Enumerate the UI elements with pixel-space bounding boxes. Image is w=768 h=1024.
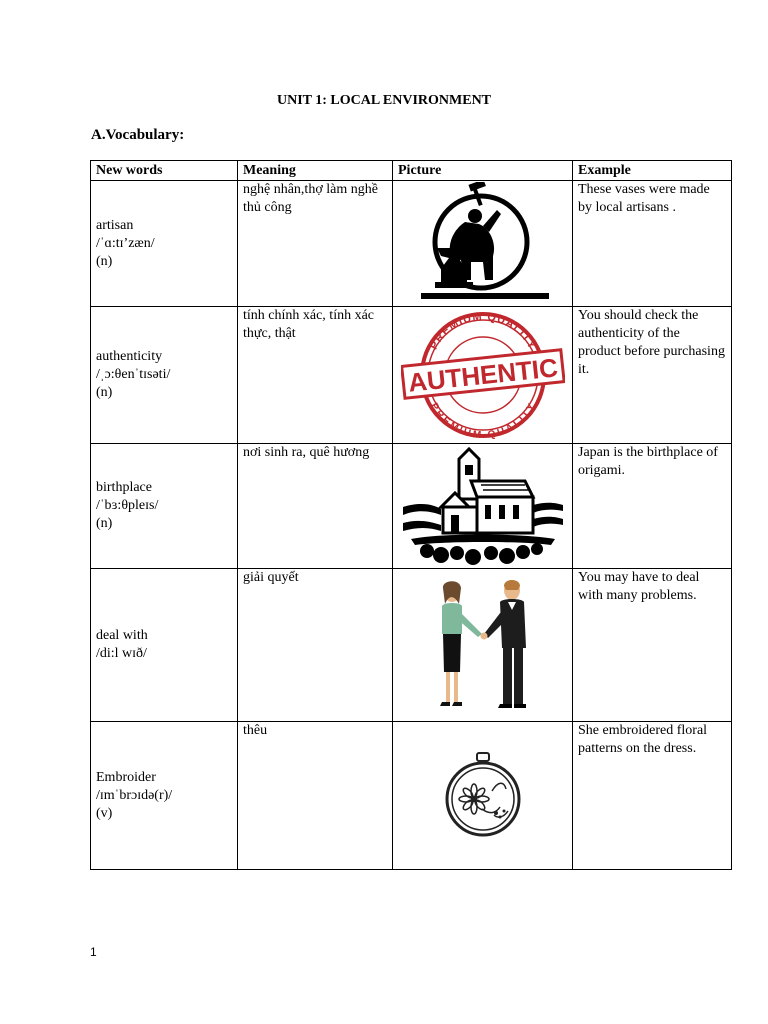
- word-pronunciation: /ˈɑ:tɪ’zæn/: [96, 235, 155, 251]
- authentic-stamp-icon: [401, 310, 565, 440]
- word-cell: [91, 181, 238, 307]
- header-meaning: Meaning: [238, 161, 393, 181]
- handshake-people-icon: [428, 578, 538, 712]
- table-row: [91, 181, 732, 307]
- word-text: birthplace: [96, 480, 152, 495]
- table-row: [91, 307, 732, 444]
- meaning-cell: nơi sinh ra, quê hương: [238, 444, 393, 569]
- example-cell: You should check the authenticity of the product before purchasing it.: [573, 307, 732, 444]
- picture-cell: [393, 722, 573, 870]
- word-text: deal with: [96, 628, 148, 643]
- header-example: Example: [573, 161, 732, 181]
- blacksmith-anvil-icon: [413, 182, 553, 306]
- table-row: [91, 444, 732, 569]
- stamp-center-text: AUTHENTIC: [406, 352, 559, 398]
- word-text: artisan: [96, 217, 134, 233]
- word-pronunciation: /di:l wɪð/: [96, 646, 147, 661]
- svg-text:PREMIUM QUALITY: [427, 311, 538, 352]
- example-cell: You may have to deal with many problems.: [573, 569, 732, 722]
- word-type: (n): [96, 253, 113, 269]
- svg-text:PREMIUM QUALITY: [427, 401, 537, 440]
- village-church-icon: [401, 445, 565, 567]
- page-number: 1: [90, 945, 97, 959]
- table-row: [91, 569, 732, 722]
- picture-cell: [393, 181, 573, 307]
- word-type: (n): [96, 516, 113, 531]
- header-new-words: New words: [91, 161, 238, 181]
- meaning-cell: tính chính xác, tính xác thực, thật: [238, 307, 393, 444]
- example-cell: She embroidered floral patterns on the dress.: [573, 722, 732, 870]
- section-heading: A.Vocabulary:: [91, 127, 185, 143]
- word-cell: [91, 444, 238, 569]
- word-text: Embroider: [96, 769, 156, 785]
- meaning-cell: giải quyết: [238, 569, 393, 722]
- word-cell: [91, 569, 238, 722]
- word-type: (v): [96, 805, 113, 821]
- stamp-bottom-text: PREMIUM QUALITY: [427, 401, 538, 440]
- example-cell: These vases were made by local artisans .: [573, 181, 732, 307]
- meaning-cell: nghệ nhân,thợ làm nghề thủ công: [238, 181, 393, 307]
- word-pronunciation: /ˈbɜ:θpleɪs/: [96, 498, 159, 513]
- page-title: UNIT 1: LOCAL ENVIRONMENT: [276, 93, 492, 108]
- header-picture: Picture: [393, 161, 573, 181]
- table-row: [91, 722, 732, 870]
- word-type: (n): [96, 385, 113, 400]
- table-header-row: [91, 161, 732, 181]
- word-pronunciation: /ɪmˈbrɔɪdə(r)/: [96, 787, 173, 803]
- picture-cell: [393, 307, 573, 444]
- word-text: authenticity: [96, 349, 163, 364]
- picture-cell: [393, 569, 573, 722]
- meaning-cell: thêu: [238, 722, 393, 870]
- vocabulary-table: [90, 160, 732, 870]
- word-pronunciation: /ˌɔ:θenˈtɪsəti/: [96, 367, 171, 382]
- embroidery-hoop-icon: [438, 751, 528, 841]
- word-cell: [91, 722, 238, 870]
- example-cell: Japan is the birthplace of origami.: [573, 444, 732, 569]
- word-cell: [91, 307, 238, 444]
- stamp-top-text: PREMIUM QUALITY: [427, 310, 538, 352]
- picture-cell: [393, 444, 573, 569]
